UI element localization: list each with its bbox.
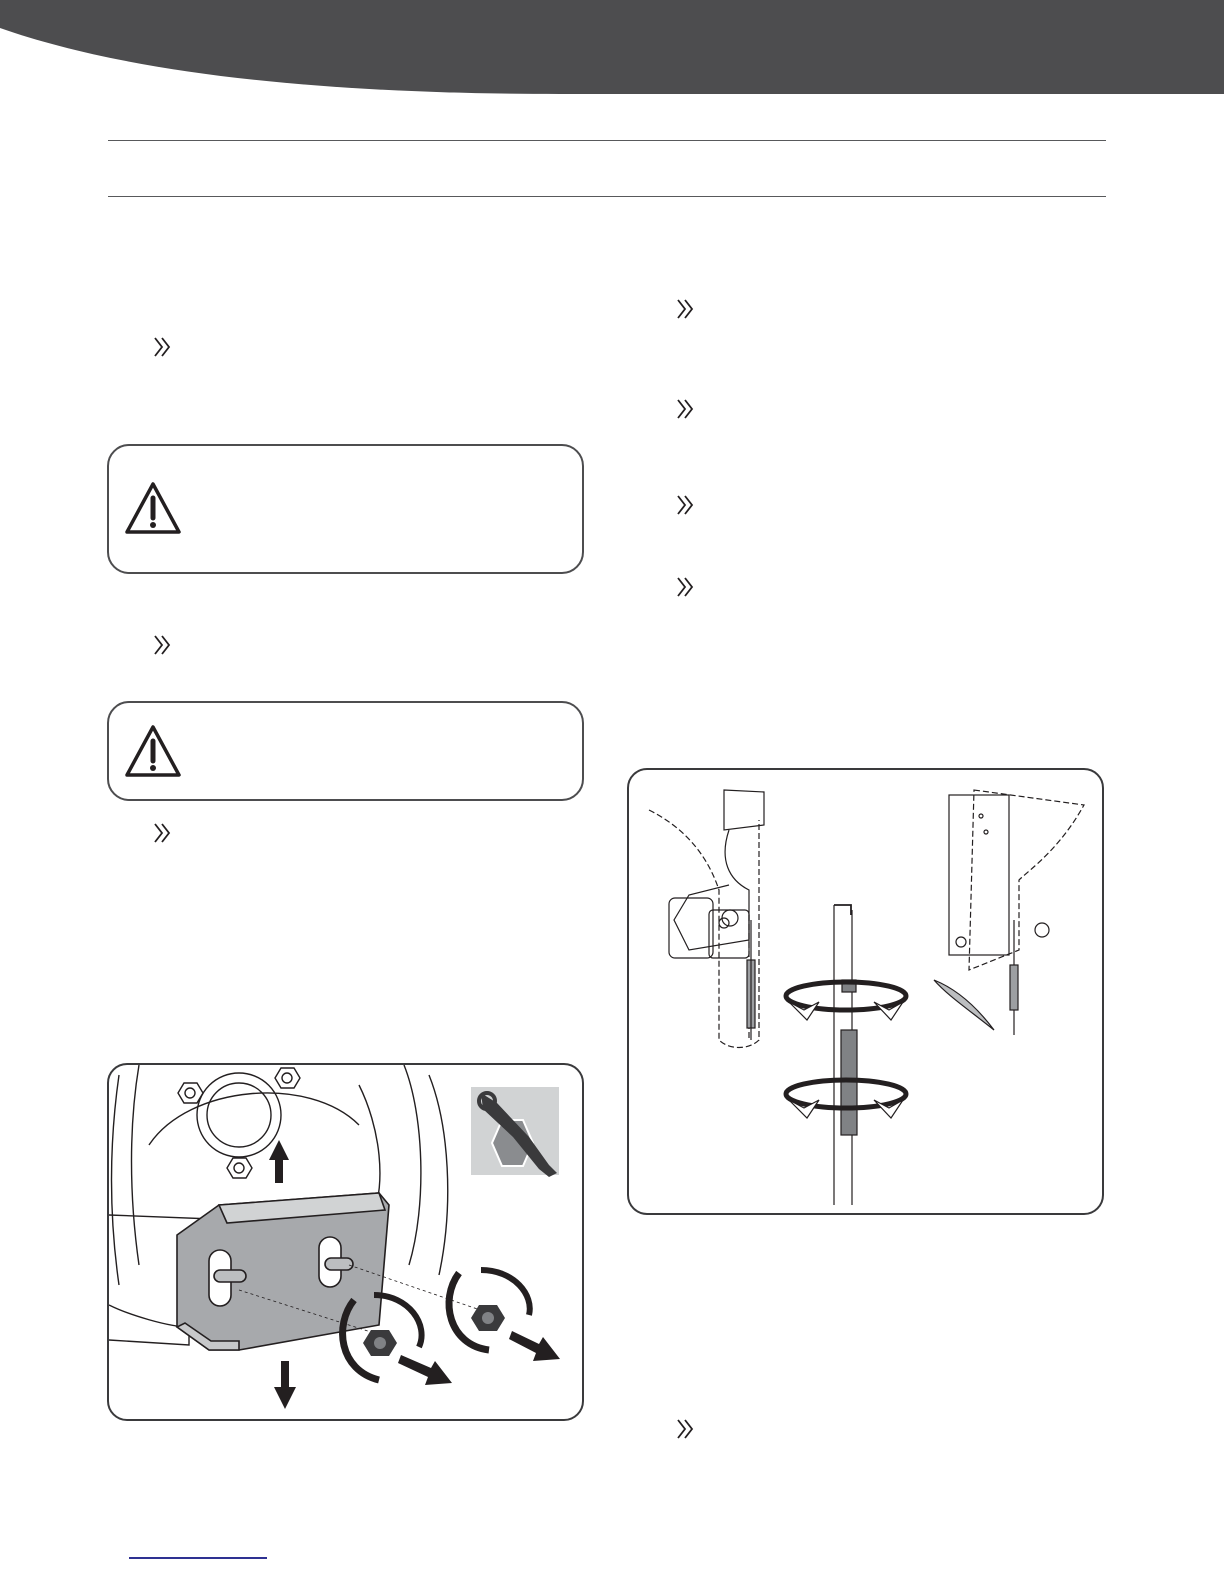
double-chevron-right-icon (152, 336, 172, 358)
bottom-rule (108, 196, 1106, 197)
skid-shoe-illustration (109, 1065, 584, 1421)
double-chevron-right-icon (675, 494, 695, 516)
warning-callout (107, 444, 584, 574)
double-chevron-right-icon (152, 822, 172, 844)
double-chevron-right-icon (675, 298, 695, 320)
warning-triangle-icon (123, 723, 183, 779)
header-band (0, 0, 1224, 96)
warning-triangle-icon (123, 480, 183, 536)
double-chevron-right-icon (152, 634, 172, 656)
auger-shear-pin-figure (627, 768, 1104, 1215)
double-chevron-right-icon (675, 576, 695, 598)
skid-shoe-removal-figure (107, 1063, 584, 1421)
auger-shear-pin-illustration (629, 770, 1104, 1215)
double-chevron-right-icon (675, 1418, 695, 1440)
double-chevron-right-icon (675, 398, 695, 420)
footer-link-underline[interactable] (129, 1557, 267, 1559)
top-rule (108, 140, 1106, 141)
warning-callout (107, 701, 584, 801)
